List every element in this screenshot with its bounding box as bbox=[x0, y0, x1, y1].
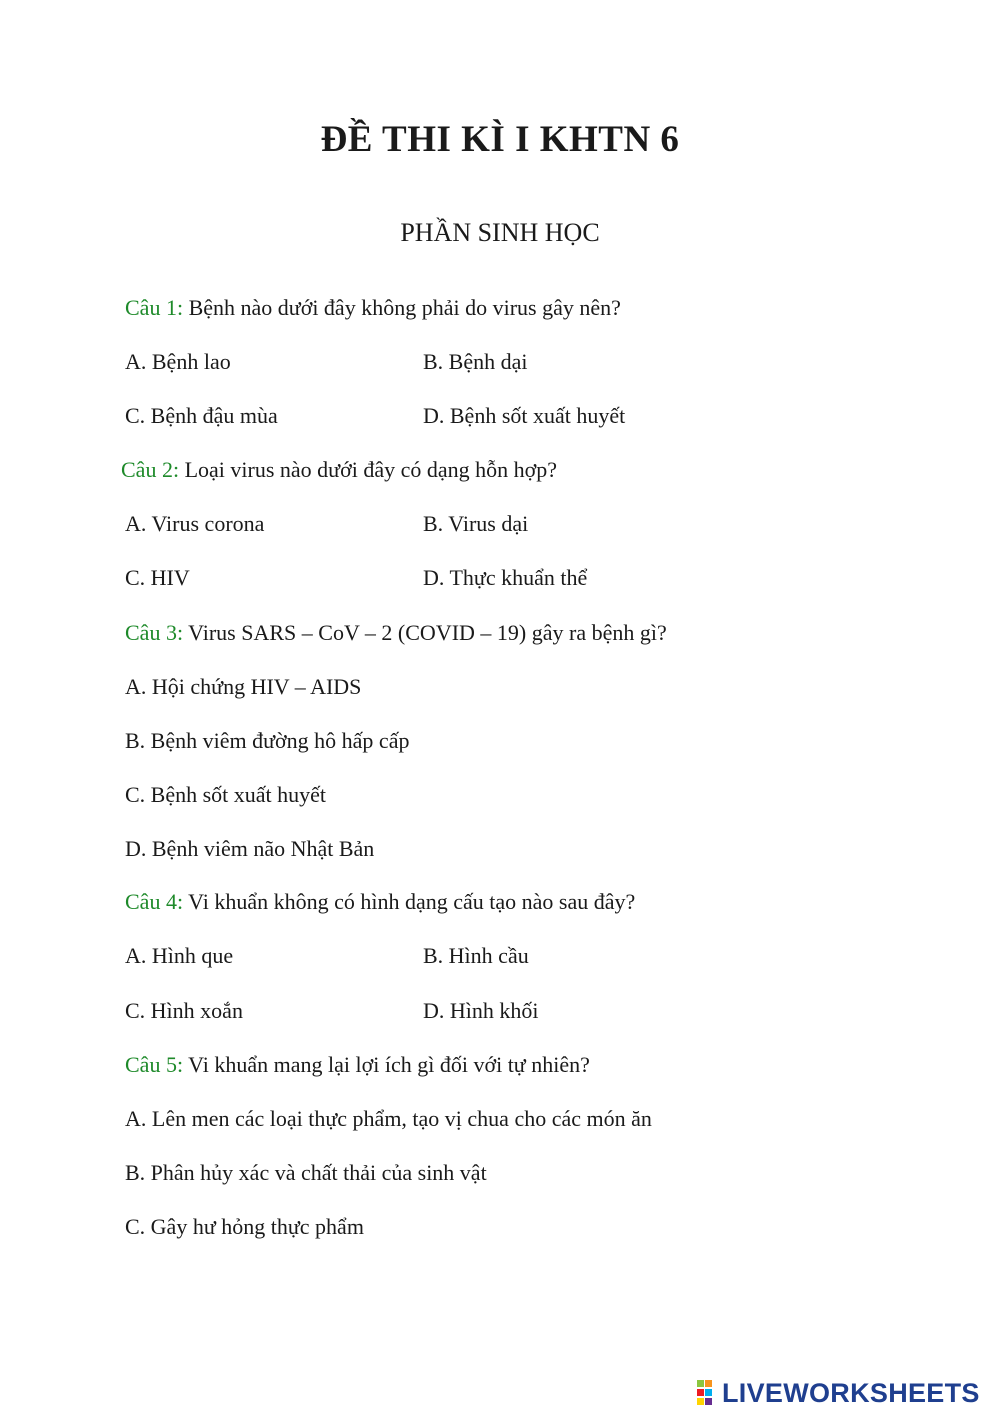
answer-option[interactable]: D. Bệnh viêm não Nhật Bản bbox=[125, 836, 375, 861]
question-1 bbox=[125, 294, 621, 322]
question-label: Câu 3: bbox=[125, 620, 184, 645]
question-text: Bệnh nào dưới đây không phải do virus gây nên? bbox=[188, 295, 621, 320]
answer-option[interactable]: B. Hình cầu bbox=[423, 943, 529, 968]
question-4 bbox=[125, 888, 635, 916]
question-text: Loại virus nào dưới đây có dạng hỗn hợp? bbox=[184, 457, 558, 482]
question-3 bbox=[125, 619, 667, 647]
liveworksheets-logo-text: LIVEWORKSHEETS bbox=[722, 1377, 980, 1408]
answer-option[interactable]: C. Gây hư hỏng thực phẩm bbox=[125, 1214, 364, 1239]
question-5 bbox=[125, 1051, 590, 1079]
answer-option[interactable]: A. Virus corona bbox=[125, 511, 265, 536]
answer-option[interactable]: C. Hình xoắn bbox=[125, 998, 243, 1023]
question-text: Vi khuẩn mang lại lợi ích gì đối với tự nhiên? bbox=[188, 1052, 590, 1077]
question-label: Câu 2: bbox=[121, 457, 180, 482]
question-label: Câu 5: bbox=[125, 1052, 184, 1077]
answer-option[interactable]: B. Bệnh dại bbox=[423, 349, 528, 374]
answer-option[interactable]: B. Phân hủy xác và chất thải của sinh vật bbox=[125, 1160, 487, 1185]
answer-option[interactable]: A. Bệnh lao bbox=[125, 349, 231, 374]
section-heading: PHẦN SINH HỌC bbox=[400, 218, 600, 247]
answer-option[interactable]: B. Virus dại bbox=[423, 511, 529, 536]
answer-option[interactable]: C. Bệnh đậu mùa bbox=[125, 403, 278, 428]
answer-option[interactable]: D. Bệnh sốt xuất huyết bbox=[423, 403, 626, 428]
question-text: Vi khuẩn không có hình dạng cấu tạo nào sau đây? bbox=[188, 889, 636, 914]
question-text: Virus SARS – CoV – 2 (COVID – 19) gây ra bệnh gì? bbox=[188, 620, 667, 645]
answer-option[interactable]: A. Lên men các loại thực phẩm, tạo vị chua cho các món ăn bbox=[125, 1106, 652, 1131]
answer-option[interactable]: D. Thực khuẩn thể bbox=[423, 565, 588, 590]
answer-option[interactable]: C. Bệnh sốt xuất huyết bbox=[125, 782, 327, 807]
answer-option[interactable]: A. Hội chứng HIV – AIDS bbox=[125, 674, 362, 699]
liveworksheets-logo bbox=[697, 1378, 980, 1408]
liveworksheets-logo-icon bbox=[697, 1380, 719, 1406]
answer-option[interactable]: B. Bệnh viêm đường hô hấp cấp bbox=[125, 728, 410, 753]
question-label: Câu 1: bbox=[125, 295, 184, 320]
page-title: ĐỀ THI KÌ I KHTN 6 bbox=[320, 119, 680, 160]
answer-option[interactable]: C. HIV bbox=[125, 565, 190, 590]
answer-option[interactable]: A. Hình que bbox=[125, 943, 234, 968]
question-2 bbox=[121, 456, 557, 484]
answer-option[interactable]: D. Hình khối bbox=[423, 998, 539, 1023]
question-label: Câu 4: bbox=[125, 889, 184, 914]
